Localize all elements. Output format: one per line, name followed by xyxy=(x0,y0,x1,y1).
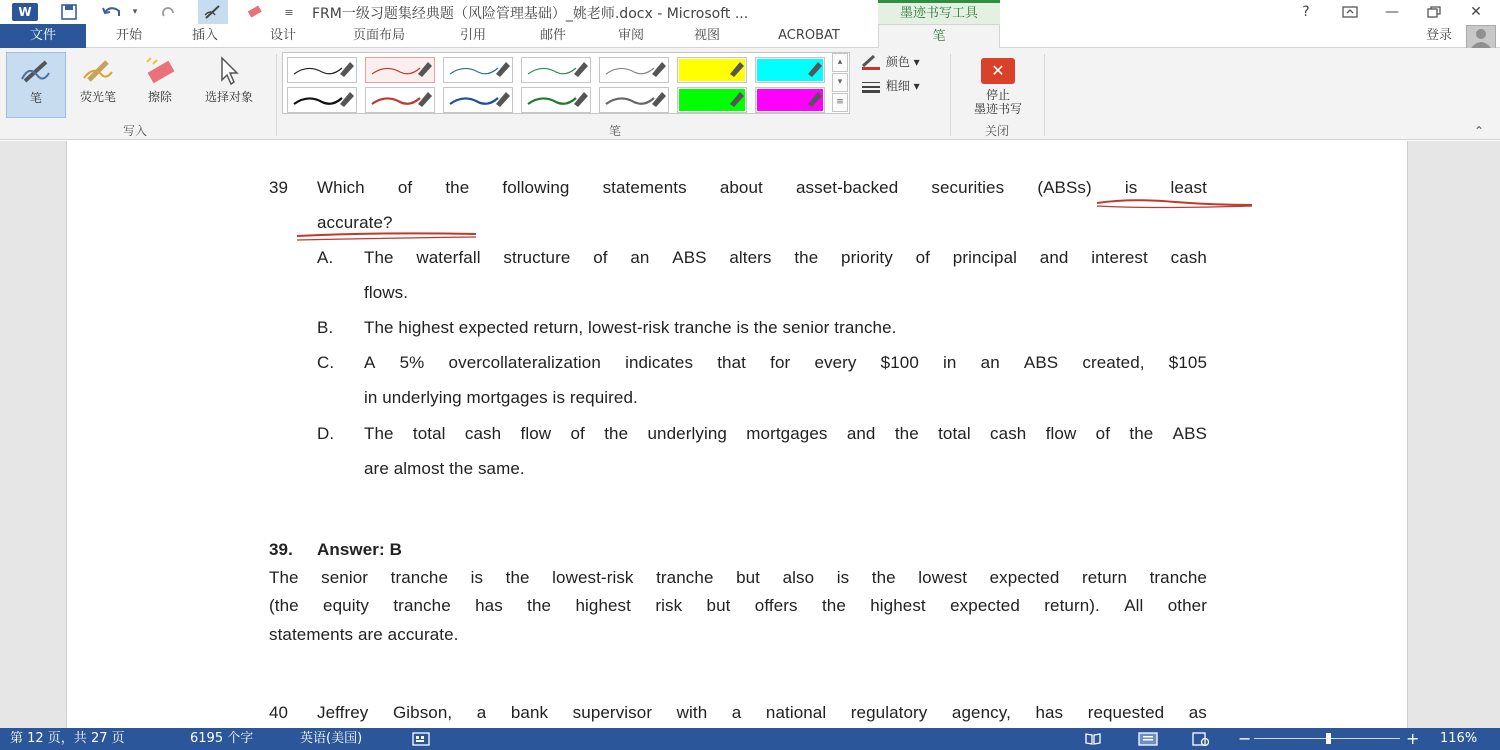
answer-number: 39. xyxy=(269,540,293,559)
window-title: FRM一级习题集经典题（风险管理基础）_姚老师.docx - Microsoft ... xyxy=(312,6,749,22)
stop-inking-label-line1: 停止 xyxy=(985,88,1010,102)
option-letter: B. xyxy=(317,318,334,337)
pen-button[interactable] xyxy=(6,52,66,118)
tab-home[interactable]: 开始 xyxy=(115,28,142,43)
word: a xyxy=(476,703,487,722)
pen-color-dropdown[interactable]: 颜色 ▾ xyxy=(860,52,920,72)
zoom-out-button[interactable]: − xyxy=(1238,729,1252,748)
word: tranche xyxy=(1149,568,1207,587)
word: The xyxy=(269,568,299,587)
pen-gallery xyxy=(282,52,850,114)
word: every xyxy=(814,353,857,372)
option-text: The highest expected return, lowest-risk tranche is the senior tranche. xyxy=(364,318,897,337)
group-divider xyxy=(950,54,951,136)
word: tranche xyxy=(390,568,449,587)
word: for xyxy=(770,353,791,372)
undo-dropdown-icon[interactable]: ▾ xyxy=(132,7,138,17)
cursor-icon xyxy=(212,56,246,86)
pen-weight-dropdown[interactable]: 粗细 ▾ xyxy=(860,76,920,96)
pen-swatch[interactable] xyxy=(521,87,591,113)
word: but xyxy=(736,568,760,587)
highlighter-swatch[interactable] xyxy=(755,57,825,83)
option-text-continued: flows. xyxy=(364,283,409,302)
pen-color-label: 颜色 xyxy=(885,55,910,69)
pen-button-label: 笔 xyxy=(29,91,42,105)
option-text xyxy=(364,424,1207,444)
word: securities xyxy=(931,178,1005,197)
question-number: 39 xyxy=(269,178,289,197)
word: Jeffrey xyxy=(317,703,369,722)
word: (ABSs) xyxy=(1037,178,1092,197)
zoom-level[interactable]: 116% xyxy=(1440,731,1478,746)
read-mode-icon[interactable] xyxy=(1084,728,1102,750)
tab-mailings[interactable]: 邮件 xyxy=(539,28,566,43)
word: Gibson, xyxy=(392,703,453,722)
pen-group-label: 笔 xyxy=(608,124,621,138)
page-count[interactable]: 第 12 页，共 27 页 xyxy=(10,731,125,746)
pen-color-icon xyxy=(860,55,882,71)
write-group-label: 写入 xyxy=(122,124,147,138)
pen-weight-icon xyxy=(860,79,882,95)
tab-review[interactable]: 审阅 xyxy=(617,28,644,43)
option-text-continued: are almost the same. xyxy=(364,459,525,478)
word: expected xyxy=(989,568,1060,587)
word: equity xyxy=(323,596,370,615)
pen-icon xyxy=(19,57,53,87)
pen-swatch[interactable] xyxy=(365,87,435,113)
ribbon-display-options-icon[interactable] xyxy=(1330,0,1370,24)
word: cash xyxy=(1170,248,1207,267)
tab-design[interactable]: 设计 xyxy=(269,28,296,43)
question-number: 40 xyxy=(269,703,289,722)
word: highest xyxy=(870,596,926,615)
word: but xyxy=(706,596,731,615)
word: the xyxy=(445,178,470,197)
word: is xyxy=(836,568,850,587)
word: asset-backed xyxy=(795,178,899,197)
context-tab-title: 墨迹书写工具 xyxy=(878,0,1000,24)
redo-icon[interactable] xyxy=(156,0,182,24)
word: total xyxy=(938,424,971,443)
word: expected xyxy=(950,596,1020,615)
word: and xyxy=(846,424,876,443)
word: total xyxy=(412,424,446,443)
print-layout-icon[interactable] xyxy=(1138,728,1158,750)
word: lowest-risk xyxy=(552,568,634,587)
word: offers xyxy=(754,596,798,615)
word: the xyxy=(894,424,919,443)
word: underlying xyxy=(647,424,727,443)
word: of xyxy=(570,424,585,443)
pen-weight-label: 粗细 xyxy=(885,79,910,93)
word: has xyxy=(1035,703,1064,722)
option-letter: D. xyxy=(317,424,335,443)
word: an xyxy=(980,353,1000,372)
word: and xyxy=(1039,248,1069,267)
word: the xyxy=(1129,424,1154,443)
answer-heading: Answer: B xyxy=(317,540,402,559)
language-indicator[interactable]: 英语(美国) xyxy=(300,731,363,746)
save-icon[interactable] xyxy=(56,0,82,24)
word: cash xyxy=(464,424,502,443)
word: tranche xyxy=(393,596,451,615)
word: interest xyxy=(1091,248,1148,267)
ribbon xyxy=(0,48,1500,140)
close-group-label: 关闭 xyxy=(984,124,1009,138)
tab-insert[interactable]: 插入 xyxy=(191,28,218,43)
word: supervisor xyxy=(572,703,653,722)
word: following xyxy=(502,178,570,197)
document-area[interactable] xyxy=(0,141,1500,728)
pen-swatch[interactable] xyxy=(443,57,513,83)
option-letter: C. xyxy=(317,353,335,372)
word: $100 xyxy=(880,353,919,372)
word: lowest xyxy=(918,568,968,587)
pen-swatch[interactable] xyxy=(521,57,591,83)
explanation-text xyxy=(269,568,1207,588)
tab-pen[interactable]: 笔 xyxy=(878,24,1000,49)
pen-swatch[interactable] xyxy=(599,87,669,113)
zoom-slider-thumb[interactable] xyxy=(1326,733,1331,744)
word: indicates xyxy=(625,353,694,372)
avatar[interactable] xyxy=(1466,25,1496,49)
eraser-button[interactable] xyxy=(132,52,188,118)
customize-quick-access-icon[interactable]: ≡ xyxy=(284,5,294,19)
option-text xyxy=(364,353,1207,373)
explanation-text: statements are accurate. xyxy=(269,625,459,644)
word: Which xyxy=(317,178,365,197)
ribbon-tab-row xyxy=(0,24,1500,48)
tab-page-layout[interactable]: 页面布局 xyxy=(352,28,405,43)
word: of xyxy=(593,248,608,267)
word: about xyxy=(719,178,763,197)
word-logo-icon: W xyxy=(12,3,38,21)
word: has xyxy=(475,596,503,615)
tab-acrobat[interactable]: ACROBAT xyxy=(778,28,840,43)
pen-swatch[interactable] xyxy=(365,57,435,83)
eraser-icon xyxy=(143,56,177,86)
word: All xyxy=(1124,596,1144,615)
pen-swatch[interactable] xyxy=(287,87,357,113)
status-bar xyxy=(0,728,1500,750)
word: flow xyxy=(520,424,552,443)
word-count[interactable]: 6195 个字 xyxy=(190,731,254,746)
word: as xyxy=(1188,703,1207,722)
word: risk xyxy=(655,596,683,615)
word: $105 xyxy=(1168,353,1207,372)
word: the xyxy=(821,596,846,615)
highlighter-button[interactable] xyxy=(68,52,128,118)
highlighter-button-label: 荧光笔 xyxy=(79,90,116,104)
stop-inking-label-line2: 墨迹书写 xyxy=(973,102,1022,116)
word: bank xyxy=(510,703,549,722)
title-bar xyxy=(0,0,1500,24)
word: is xyxy=(1124,178,1138,197)
stop-inking-button[interactable] xyxy=(958,52,1038,118)
word: that xyxy=(717,353,746,372)
macro-record-icon[interactable] xyxy=(412,728,430,750)
word: a xyxy=(731,703,742,722)
word: structure xyxy=(503,248,571,267)
option-text-continued: in underlying mortgages is required. xyxy=(364,388,638,407)
word: 5% xyxy=(399,353,425,372)
stop-inking-icon: ✕ xyxy=(981,58,1015,84)
explanation-text xyxy=(269,596,1207,616)
word: national xyxy=(765,703,827,722)
collapse-ribbon-icon[interactable]: ⌃ xyxy=(1473,124,1484,138)
eraser-quick-icon[interactable] xyxy=(240,0,270,24)
sign-in-link[interactable]: 登录 xyxy=(1425,28,1452,43)
pen-swatch[interactable] xyxy=(443,87,513,113)
word: overcollateralization xyxy=(448,353,601,372)
undo-icon[interactable] xyxy=(98,0,126,24)
word: the xyxy=(604,424,629,443)
gallery-down-icon[interactable]: ▾ xyxy=(832,73,848,92)
word: least xyxy=(1170,178,1207,197)
word: statements xyxy=(602,178,687,197)
help-button[interactable]: ? xyxy=(1302,4,1310,20)
word: The xyxy=(364,424,394,443)
group-divider xyxy=(1044,54,1045,136)
question-text-continued: accurate? xyxy=(317,213,393,232)
word: The xyxy=(364,248,394,267)
question-text xyxy=(317,178,1207,198)
highlighter-swatch[interactable] xyxy=(677,57,747,83)
word: flow xyxy=(1045,424,1077,443)
word: of xyxy=(397,178,413,197)
word: created, xyxy=(1082,353,1145,372)
gallery-scroll xyxy=(832,53,850,113)
group-divider xyxy=(276,54,277,136)
word: priority xyxy=(841,248,893,267)
word: alters xyxy=(729,248,772,267)
option-letter: A. xyxy=(317,248,334,267)
highlighter-swatch[interactable] xyxy=(755,87,825,113)
word: the xyxy=(794,248,819,267)
eraser-button-label: 擦除 xyxy=(147,90,172,104)
word: with xyxy=(676,703,708,722)
word: cash xyxy=(990,424,1027,443)
word: the xyxy=(527,596,552,615)
word: senior xyxy=(321,568,369,587)
word: an xyxy=(630,248,650,267)
word: also xyxy=(782,568,815,587)
option-text xyxy=(364,248,1207,268)
gallery-up-icon[interactable]: ▴ xyxy=(832,53,848,72)
word: ABS xyxy=(672,248,707,267)
restore-icon[interactable] xyxy=(1414,0,1454,24)
word: return xyxy=(1081,568,1127,587)
word: ABS xyxy=(1172,424,1207,443)
word: ABS xyxy=(1023,353,1059,372)
web-layout-icon[interactable] xyxy=(1192,728,1210,750)
word: regulatory xyxy=(850,703,928,722)
pen-swatch[interactable] xyxy=(599,57,669,83)
word: the xyxy=(871,568,896,587)
word: principal xyxy=(952,248,1018,267)
minimize-button[interactable]: — xyxy=(1385,4,1399,20)
word: (the xyxy=(269,596,299,615)
gallery-more-icon[interactable]: ≡ xyxy=(832,93,848,112)
pen-swatch[interactable] xyxy=(287,57,357,83)
word: return). xyxy=(1044,596,1100,615)
highlighter-swatch[interactable] xyxy=(677,87,747,113)
zoom-in-button[interactable]: + xyxy=(1406,729,1420,748)
question-text xyxy=(317,703,1207,723)
word: tranche xyxy=(656,568,714,587)
word: the xyxy=(505,568,530,587)
word: agency, xyxy=(951,703,1011,722)
highlighter-icon xyxy=(81,56,115,86)
tab-references[interactable]: 引用 xyxy=(459,28,486,43)
word: of xyxy=(1095,424,1111,443)
word: mortgages xyxy=(746,424,828,443)
word: of xyxy=(915,248,931,267)
word: in xyxy=(943,353,957,372)
word: waterfall xyxy=(416,248,481,267)
tab-view[interactable]: 视图 xyxy=(693,28,720,43)
word: A xyxy=(364,353,376,372)
word: other xyxy=(1167,596,1207,615)
draw-pen-quick-icon[interactable] xyxy=(198,0,228,24)
word: is xyxy=(470,568,484,587)
select-objects-button[interactable] xyxy=(190,52,268,118)
word: requested xyxy=(1087,703,1165,722)
select-objects-label: 选择对象 xyxy=(204,90,253,104)
close-button[interactable]: ✕ xyxy=(1470,4,1482,20)
word: highest xyxy=(575,596,631,615)
tab-file[interactable]: 文件 xyxy=(0,24,86,48)
